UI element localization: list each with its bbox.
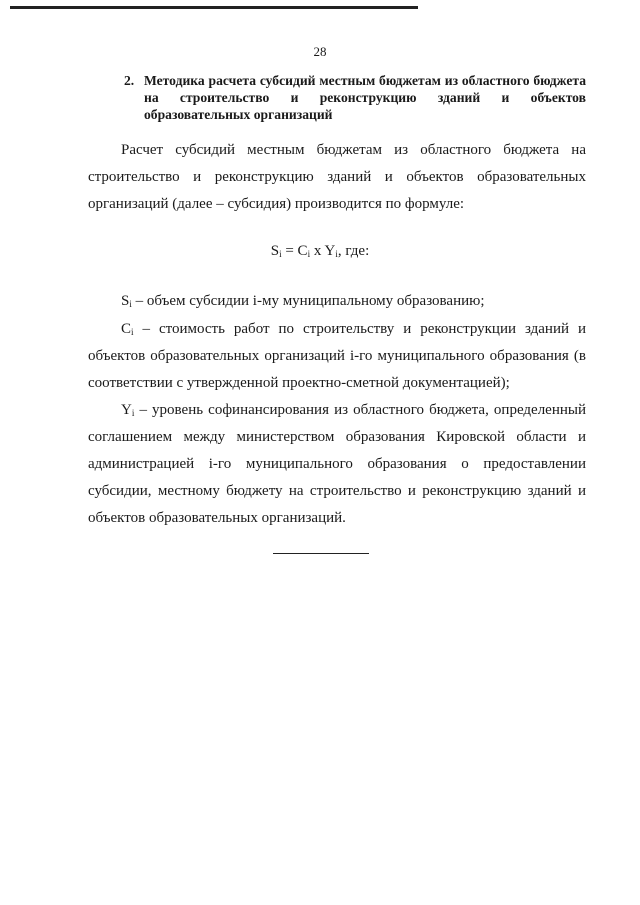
section-heading: [124, 72, 586, 123]
formula-y-sub: i: [335, 249, 338, 259]
definition-y: [88, 397, 586, 532]
formula-s-sub: i: [279, 249, 282, 259]
definition-c-symbol: C: [121, 321, 132, 337]
definition-y-symbol: Y: [121, 402, 132, 418]
definition-s-symbol: S: [121, 293, 130, 309]
formula-tail: , где:: [337, 243, 370, 259]
formula: [0, 243, 640, 260]
formula-c: C: [297, 243, 308, 259]
definition-c-text: – стоимость работ по строительству и реконструкции зданий и объектов образовательных организаций i-го муниципального образования (в соответствии с утвержденной проектно-сметной документацией);: [88, 321, 586, 391]
formula-eq: =: [281, 243, 298, 259]
definition-c-sub: i: [131, 327, 134, 337]
definition-y-sub: i: [131, 408, 135, 418]
intro-paragraph: Расчет субсидий местным бюджетам из областного бюджета на строительство и реконструкцию зданий и объектов образовательных организаций (далее – субсидия) производится по формуле:: [88, 142, 586, 212]
heading-number: 2.: [124, 73, 135, 88]
formula-y: Y: [324, 243, 336, 259]
definition-c: [88, 316, 586, 397]
definition-y-text: – уровень софинансирования из областного бюджета, определенный соглашением между министерством образования Кировской области и администрацией i-го муниципального образования о предоставлении субсидии, местному бюджету на строительство и реконструкцию зданий и объектов образовательных организаций.: [88, 402, 586, 526]
formula-x: x: [310, 243, 325, 259]
heading-text: Методика расчета субсидий местным бюджетам из областного бюджета на строительство и реконструкцию зданий и объектов образовательных организаций: [144, 73, 586, 122]
definition-s-sub: i: [129, 299, 132, 309]
definition-s-text: – объем субсидии i-му муниципальному образованию;: [131, 293, 485, 309]
page-number: 28: [313, 44, 327, 59]
top-rule: [10, 6, 418, 9]
formula-s: S: [270, 243, 280, 259]
end-rule: [273, 553, 369, 554]
definition-s: [88, 288, 586, 315]
formula-c-sub: i: [307, 249, 311, 259]
